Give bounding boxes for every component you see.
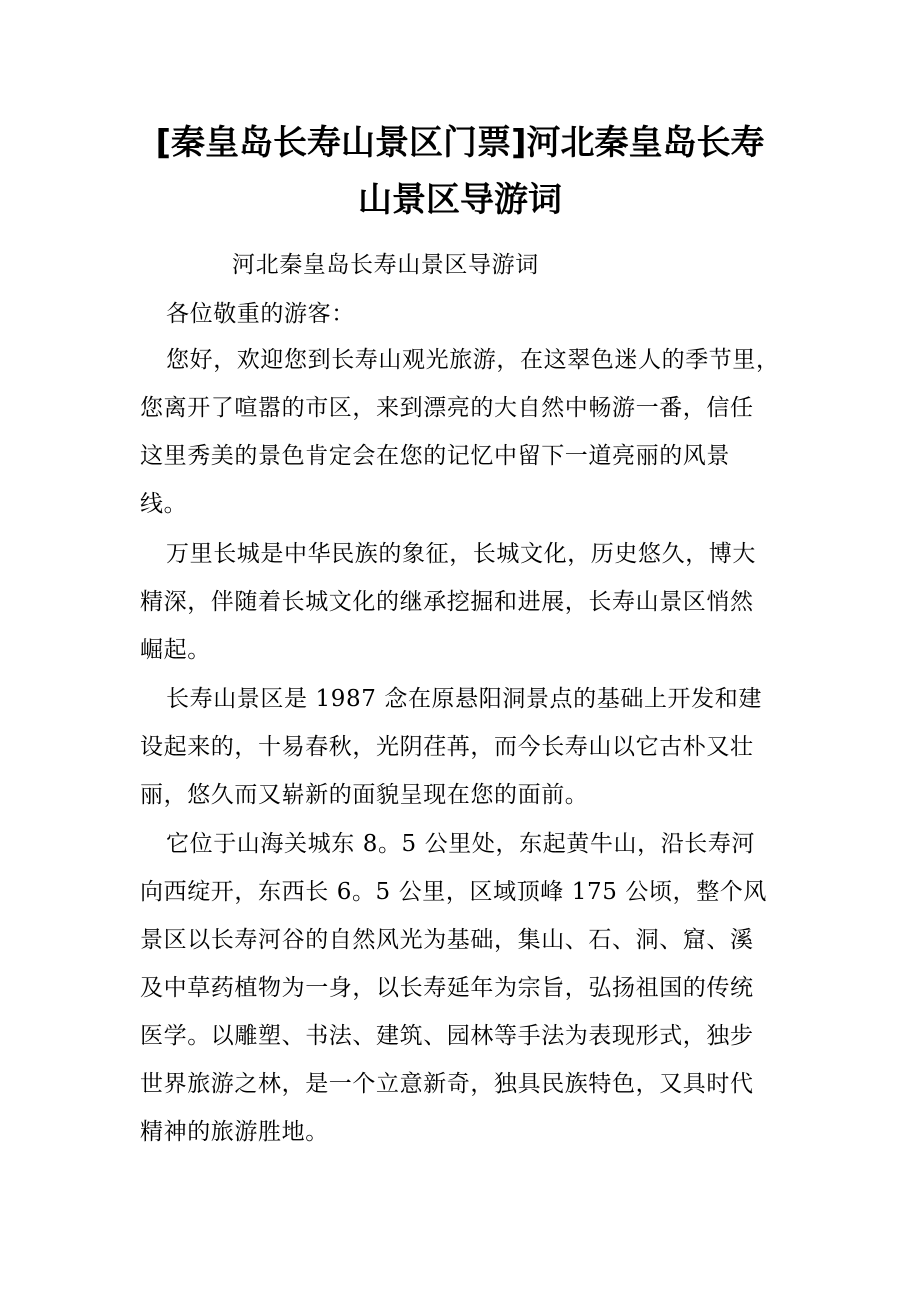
paragraph-2-line-3: 崛起。 <box>140 637 211 663</box>
document-title-line-2: 山景区导游词 <box>358 180 562 220</box>
paragraph-1-line-4: 线。 <box>140 491 188 517</box>
greeting: 各位敬重的游客： <box>166 301 355 327</box>
document-subtitle: 河北秦皇岛长寿山景区导游词 <box>232 252 539 278</box>
paragraph-4-line-4: 及中草药植物为一身，以长寿延年为宗旨，弘扬祖国的传统 <box>140 975 754 1001</box>
paragraph-1-line-1: 您好，欢迎您到长寿山观光旅游，在这翠色迷人的季节里， <box>166 347 780 373</box>
paragraph-3-line-3: 丽，悠久而又崭新的面貌呈现在您的面前。 <box>140 782 589 808</box>
paragraph-4-line-6: 世界旅游之林，是一个立意新奇，独具民族特色，又具时代 <box>140 1071 754 1097</box>
paragraph-3-line-1: 长寿山景区是 1987 念在原悬阳洞景点的基础上开发和建 <box>166 686 762 712</box>
paragraph-4-line-5: 医学。以雕塑、书法、建筑、园林等手法为表现形式，独步 <box>140 1023 754 1049</box>
paragraph-4-line-1: 它位于山海关城东 8。5 公里处，东起黄牛山，沿长寿河 <box>166 831 756 857</box>
paragraph-1-line-2: 您离开了喧嚣的市区，来到漂亮的大自然中畅游一番，信任 <box>140 395 754 421</box>
paragraph-3-line-2: 设起来的，十易春秋，光阴荏苒，而今长寿山以它古朴又壮 <box>140 734 754 760</box>
paragraph-4-line-2: 向西绽开，东西长 6。5 公里，区域顶峰 175 公顷，整个风 <box>140 879 768 905</box>
paragraph-4-line-3: 景区以长寿河谷的自然风光为基础，集山、石、洞、窟、溪 <box>140 927 754 953</box>
paragraph-4-line-7: 精神的旅游胜地。 <box>140 1119 329 1145</box>
document-title-line-1: [秦皇岛长寿山景区门票]河北秦皇岛长寿 <box>155 123 765 163</box>
paragraph-2-line-2: 精深，伴随着长城文化的继承挖掘和进展，长寿山景区悄然 <box>140 589 754 615</box>
paragraph-2-line-1: 万里长城是中华民族的象征，长城文化，历史悠久，博大 <box>166 541 756 567</box>
paragraph-1-line-3: 这里秀美的景色肯定会在您的记忆中留下一道亮丽的风景 <box>140 443 730 469</box>
